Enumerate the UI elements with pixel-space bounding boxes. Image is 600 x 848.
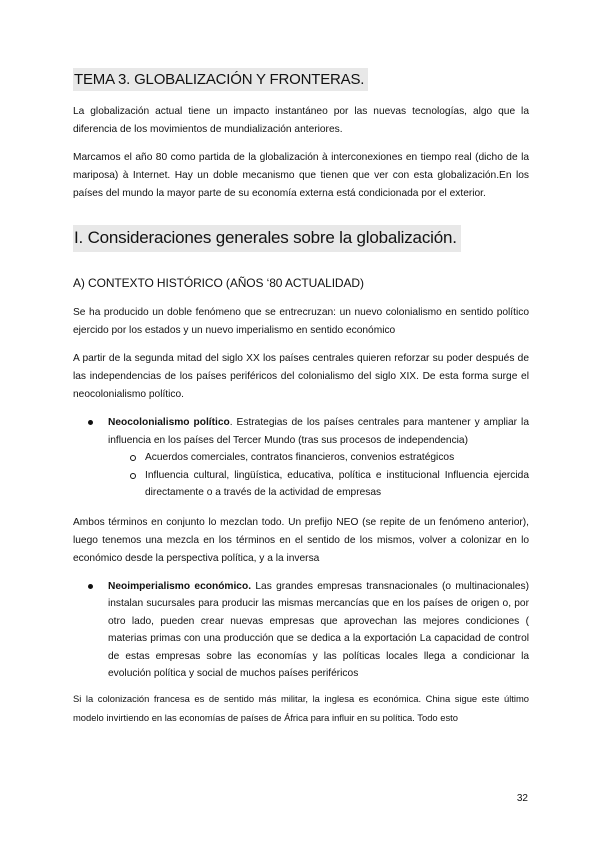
context-paragraph-4: Si la colonización francesa es de sentido más militar, la inglesa es económica. China sigue este último modelo invirtiendo en las economías de países de África para influir en su política. Todo esto xyxy=(73,692,529,723)
subsection-heading: A) CONTEXTO HISTÓRICO (AÑOS ‘80 ACTUALIDAD) xyxy=(73,276,364,290)
intro-paragraph-2: Marcamos el año 80 como partida de la globalización à interconexiones en tiempo real (dicho de la mariposa) à Internet. Hay un doble mecanismo que tienen que ver con esta globalización.En los países del mundo la mayor parte de su economía externa está condicionada por el exterior. xyxy=(73,152,529,199)
context-paragraph-1: Se ha producido un doble fenómeno que se entrecruzan: un nuevo colonialismo en sentido político ejercido por los estados y un nuevo imperialismo en sentido económico xyxy=(73,307,529,336)
chapter-title: TEMA 3. GLOBALIZACIÓN Y FRONTERAS. xyxy=(73,68,368,91)
context-paragraph-3: Ambos términos en conjunto lo mezclan todo. Un prefijo NEO (se repite de un fenómeno anterior), luego tenemos una mezcla en los términos en el sentido de los mismos, volver a colonizar en lo económico desde la perspectiva política, y a la inversa xyxy=(73,516,529,564)
bullet-dot-icon xyxy=(88,584,93,589)
bullet-dot-icon xyxy=(88,420,93,425)
bullet-term: Neocolonialismo político xyxy=(108,417,230,428)
hollow-bullet-icon xyxy=(130,455,136,461)
page-content xyxy=(73,68,529,727)
page-number: 32 xyxy=(516,793,528,804)
sub-bullet-item xyxy=(73,449,529,467)
bullet-neocolonialismo xyxy=(73,414,529,449)
bullet-text: Las grandes empresas transnacionales (o multinacionales) instalan sucursales para producir las mismas mercancías que en los países de origen o, por otro lado, pueden crear nuevas empresas que aprovechan las mejores condiciones ( materias primas con una producción que se dedica a la exportación La capacidad de control de estas empresas sobre las economías y las políticas locales llega a condicionar la evolución política y social de muchos países periféricos xyxy=(108,580,529,679)
hollow-bullet-icon xyxy=(130,473,136,479)
bullet-term: Neoimperialismo económico. xyxy=(108,580,252,592)
section-heading: I. Consideraciones generales sobre la globalización. xyxy=(73,225,461,252)
sub-bullet-text: Influencia cultural, lingüística, educativa, política e institucional Influencia ejercida directamente o a través de la actividad de empresas xyxy=(145,469,529,498)
intro-paragraph-1: La globalización actual tiene un impacto instantáneo por las nuevas tecnologías, algo que la diferencia de los movimientos de mundialización anteriores. xyxy=(73,106,529,135)
bullet-neoimperialismo xyxy=(73,578,529,683)
sub-bullet-item xyxy=(73,467,529,502)
sub-bullet-text: Acuerdos comerciales, contratos financieros, convenios estratégicos xyxy=(145,452,455,463)
context-paragraph-2: A partir de la segunda mitad del siglo XX los países centrales quieren reforzar su poder después de las independencias de los países periféricos del colonialismo del siglo XIX. De esta forma surge el neocolonialismo político. xyxy=(73,353,529,400)
bullet-text: . Estrategias de los países centrales para mantener y ampliar la influencia en los países del Tercer Mundo (tras sus procesos de independencia) xyxy=(108,417,529,446)
